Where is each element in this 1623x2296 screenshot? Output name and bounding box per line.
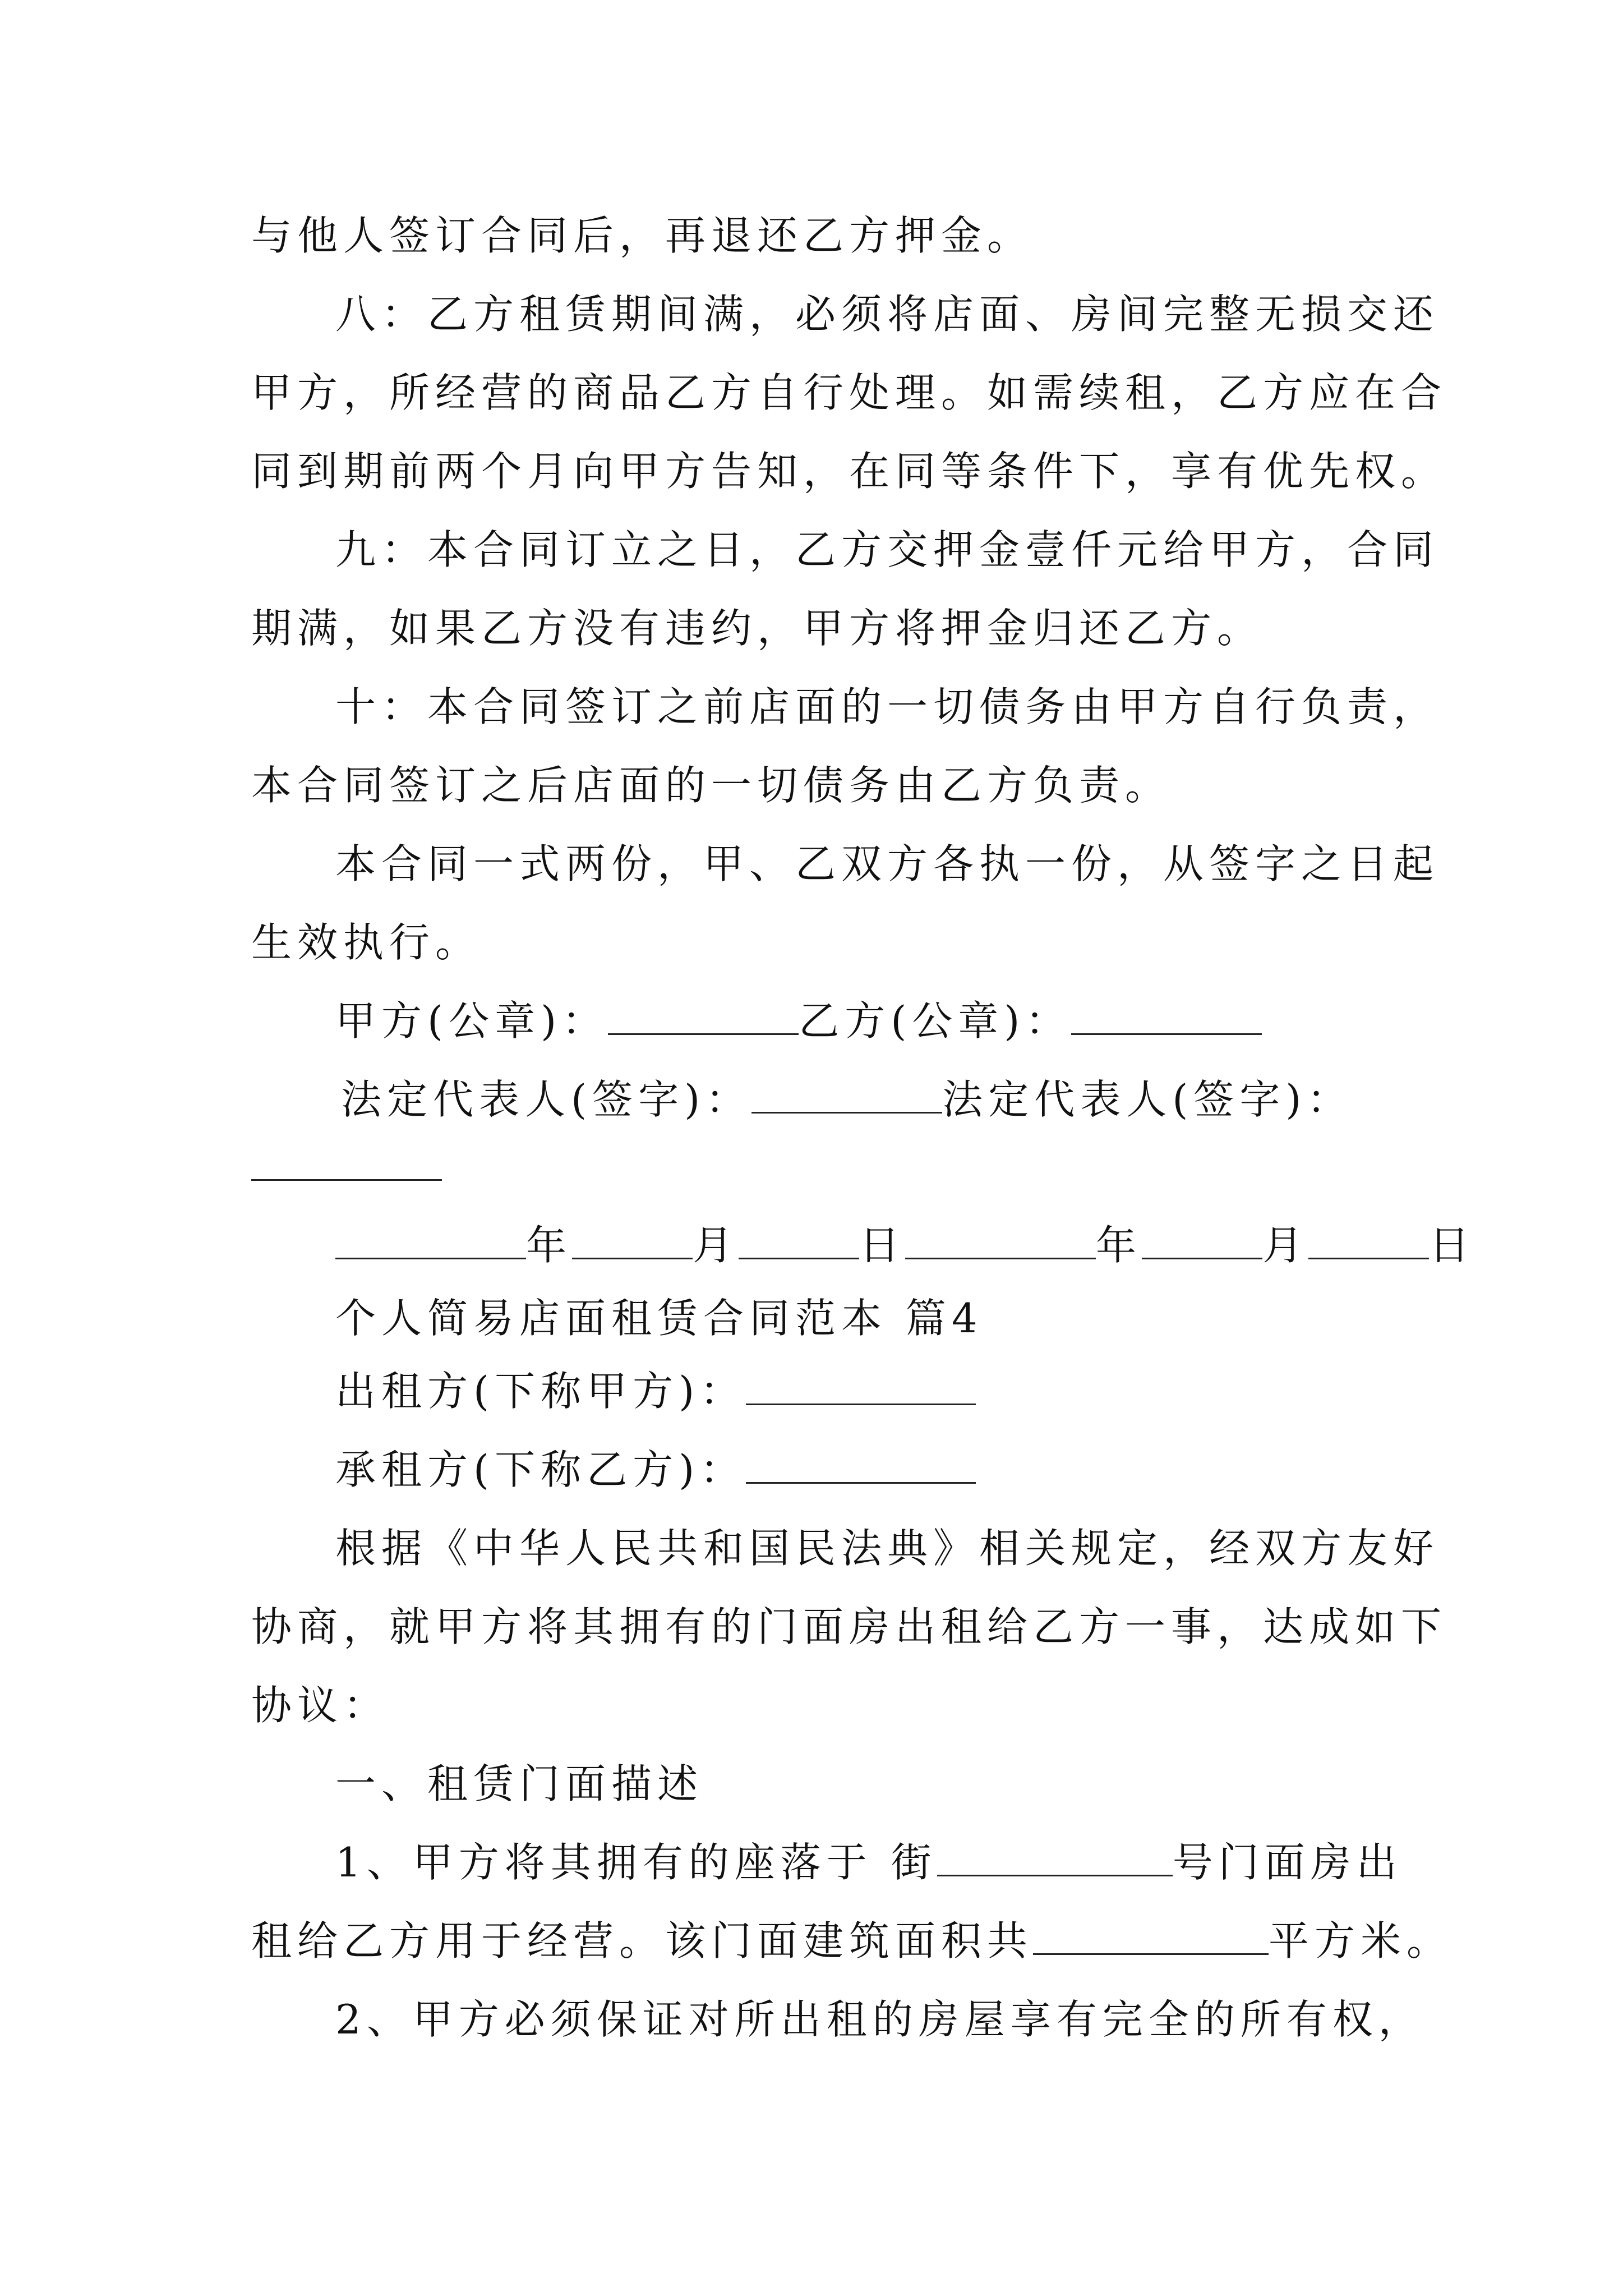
preamble-line-1: 根据《中华人民共和国民法典》相关规定，经双方友好	[335, 1525, 1440, 1572]
month-a-blank	[572, 1218, 693, 1259]
clause-9-line-2: 期满，如果乙方没有违约，甲方将押金归还乙方。	[251, 605, 1264, 652]
clause-8-line-1: 八：乙方租赁期间满，必须将店面、房间完整无损交还	[335, 291, 1440, 338]
clause-10-line-2: 本合同签订之后店面的一切债务由乙方负责。	[251, 762, 1172, 809]
party-seal-line	[335, 990, 1262, 1052]
item-1-text-b: 号门面房出	[1172, 1839, 1403, 1886]
year-a-label: 年	[526, 1222, 573, 1269]
preamble-line-2: 协商，就甲方将其拥有的门面房出租给乙方一事，达成如下	[251, 1603, 1447, 1650]
lessor-line	[335, 1360, 976, 1422]
party-a-seal-blank	[608, 994, 799, 1035]
year-b-label: 年	[1096, 1222, 1142, 1269]
item-1-text-a: 1、甲方将其拥有的座落于 街	[335, 1839, 937, 1886]
party-a-seal-label: 甲方(公章)：	[335, 997, 608, 1045]
item-1-line-1	[335, 1832, 1403, 1893]
month-a-label: 月	[693, 1222, 739, 1269]
clause-8-line-2: 甲方，所经营的商品乙方自行处理。如需续租，乙方应在合	[251, 369, 1447, 416]
copies-line-2: 生效执行。	[251, 919, 482, 966]
item-2-line-1: 2、甲方必须保证对所出租的房屋享有完全的所有权，	[335, 1996, 1424, 2043]
representative-b-blank-line	[251, 1136, 442, 1198]
day-a-label: 日	[859, 1222, 906, 1269]
month-b-label: 月	[1262, 1222, 1309, 1269]
party-b-seal-label: 乙方(公章)：	[799, 997, 1072, 1045]
clause-10-line-1: 十：本合同签订之前店面的一切债务由甲方自行负责，	[335, 683, 1440, 730]
day-b-blank	[1308, 1218, 1429, 1259]
party-a-rep-label: 法定代表人(签字)：	[341, 1076, 752, 1123]
lessor-label: 出租方(下称甲方)：	[335, 1368, 746, 1415]
year-a-blank	[335, 1218, 526, 1259]
party-b-seal-blank	[1071, 994, 1262, 1035]
heading-rental-description: 一、租赁门面描述	[335, 1760, 704, 1807]
area-blank	[1033, 1914, 1269, 1955]
representative-line	[341, 1069, 1353, 1130]
party-b-rep-blank	[251, 1140, 442, 1181]
clause-9-line-1: 九：本合同订立之日，乙方交押金壹仟元给甲方，合同	[335, 526, 1440, 573]
street-number-blank	[937, 1835, 1173, 1876]
clause-8-line-3: 同到期前两个月向甲方告知，在同等条件下，享有优先权。	[251, 448, 1447, 495]
year-b-blank	[905, 1218, 1096, 1259]
section-title: 个人简易店面租赁合同范本 篇4	[335, 1295, 983, 1342]
text-line: 与他人签订合同后，再退还乙方押金。	[251, 212, 1034, 259]
day-b-label: 日	[1429, 1222, 1476, 1269]
party-b-rep-label: 法定代表人(签字)：	[942, 1076, 1353, 1123]
lessor-blank	[746, 1364, 976, 1405]
preamble-line-3: 协议：	[251, 1682, 390, 1729]
lessee-line	[335, 1439, 976, 1501]
month-b-blank	[1142, 1218, 1262, 1259]
party-a-rep-blank	[751, 1073, 942, 1114]
item-1-line-2	[251, 1910, 1453, 1972]
lessee-blank	[746, 1443, 976, 1484]
item-1-text-d: 平方米。	[1269, 1917, 1453, 1964]
lessee-label: 承租方(下称乙方)：	[335, 1446, 746, 1493]
item-1-text-c: 租给乙方用于经营。该门面建筑面积共	[251, 1917, 1034, 1964]
date-line	[335, 1214, 1475, 1276]
copies-line-1: 本合同一式两份，甲、乙双方各执一份，从签字之日起	[335, 840, 1440, 887]
day-a-blank	[739, 1218, 859, 1259]
